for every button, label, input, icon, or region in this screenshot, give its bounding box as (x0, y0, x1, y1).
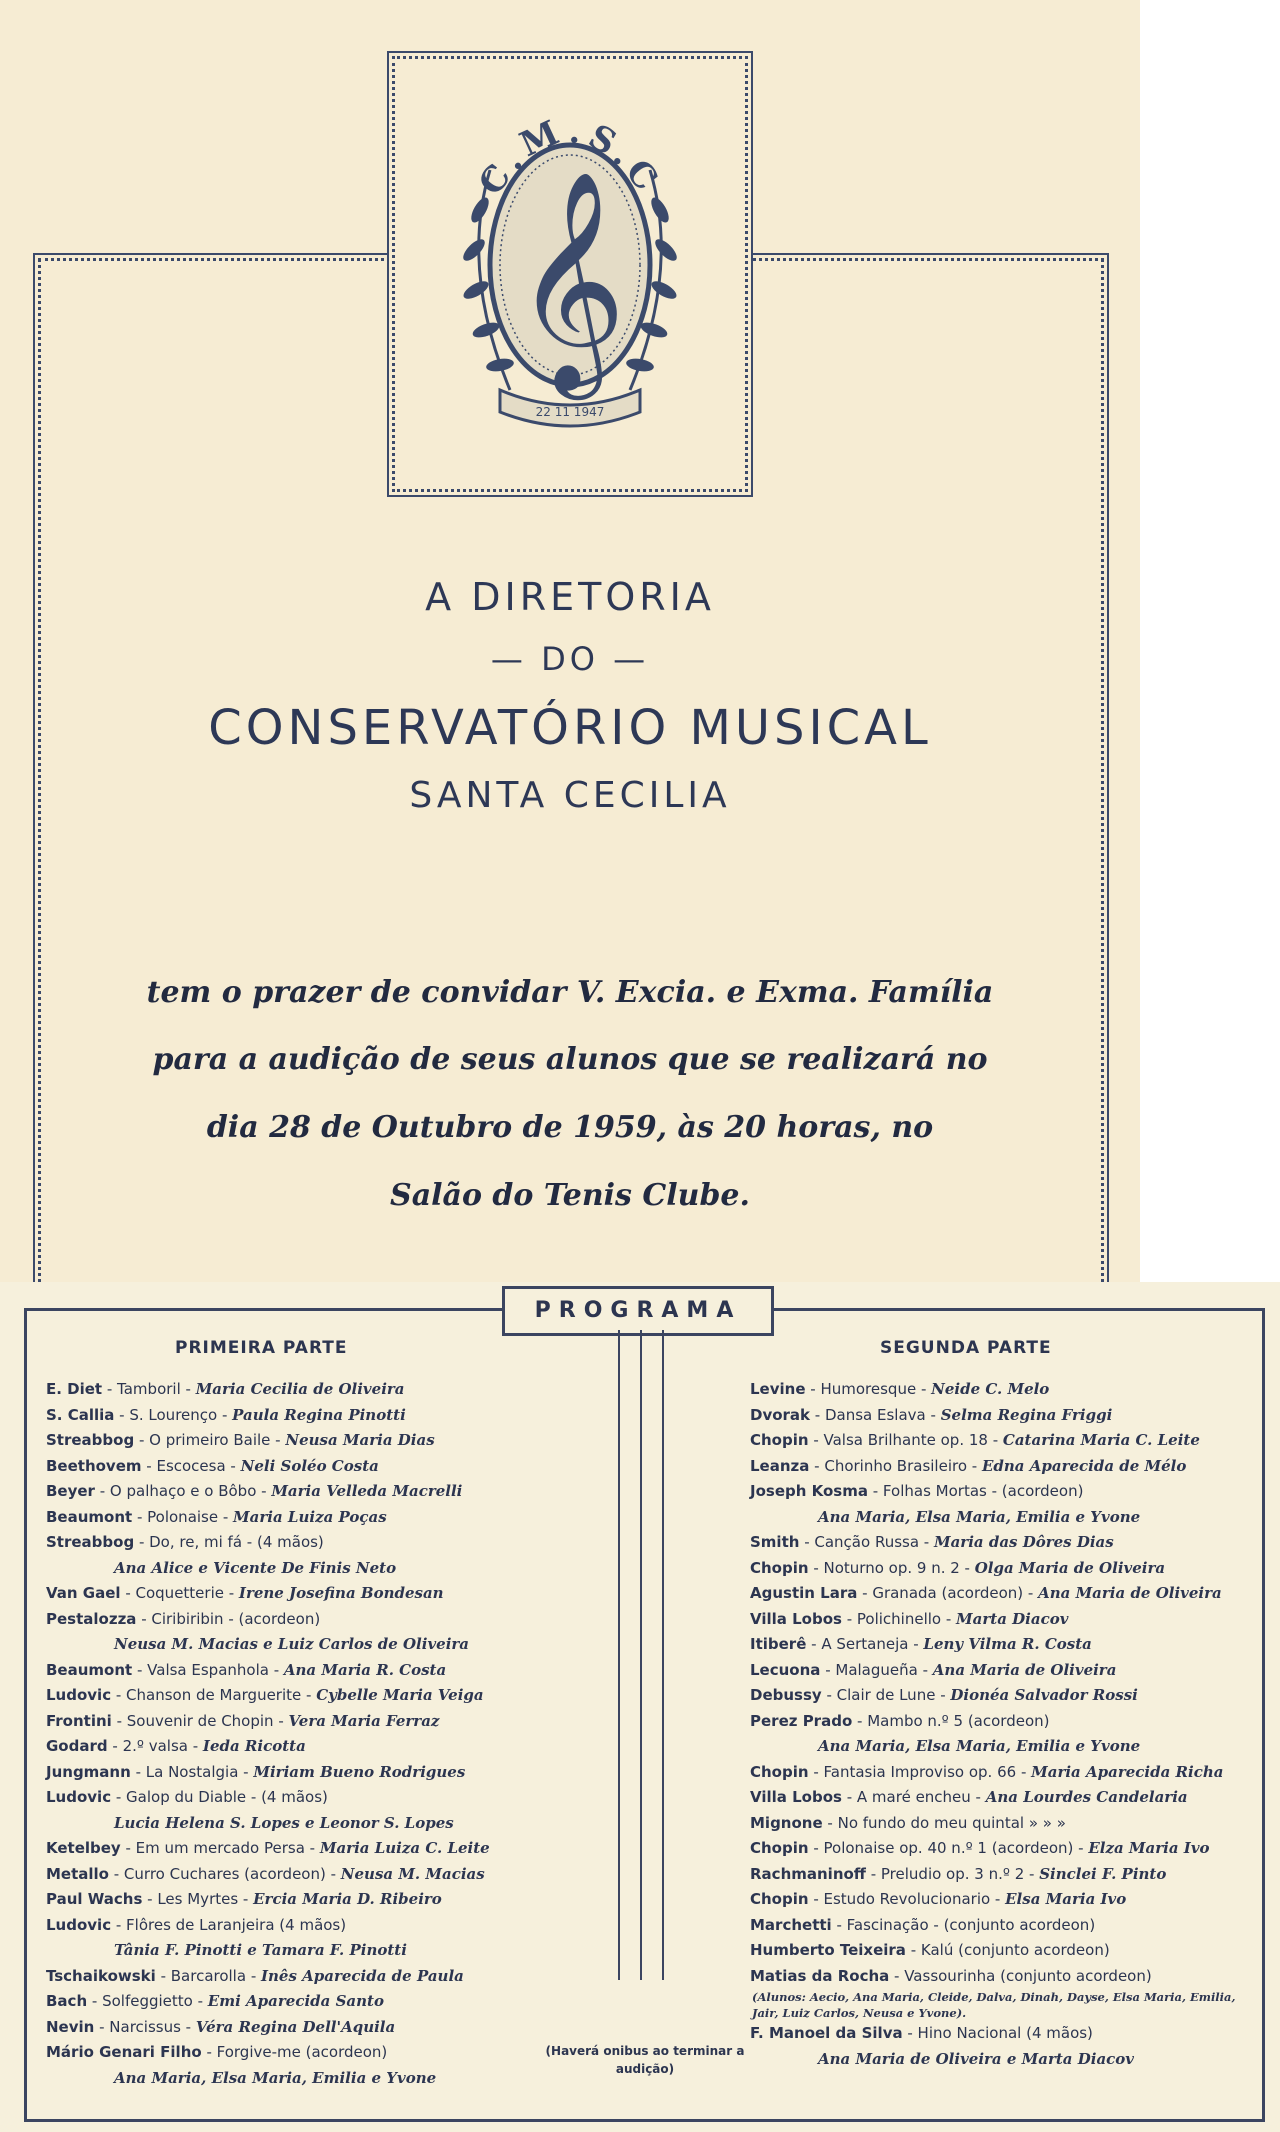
piece-title: - No fundo do meu quintal » » » (822, 1813, 1066, 1832)
program-entry (46, 2040, 606, 2091)
program-entry (750, 1811, 1245, 1837)
composer-name: Smith (750, 1533, 800, 1551)
piece-title: - Polichinello - (841, 1609, 957, 1628)
piece-title: - Noturno op. 9 n. 2 - (808, 1558, 975, 1577)
invitation-text-line4: Salão do Tenis Clube. (390, 1178, 750, 1213)
program-entry (46, 1785, 606, 1836)
composer-name: Beyer (46, 1482, 95, 1500)
performers-line: Ana Alice e Vicente De Finis Neto (114, 1558, 397, 1577)
performer-name: Ana Lourdes Candelaria (985, 1788, 1188, 1806)
program-entry (750, 1709, 1245, 1760)
performer-name: Ana Maria de Oliveira (1038, 1584, 1222, 1602)
performer-name: Inês Aparecida de Paula (261, 1966, 464, 1985)
svg-text:𝄞: 𝄞 (513, 169, 627, 390)
performers-line: Ana Maria, Elsa Maria, Emilia e Yvone (818, 1737, 1141, 1755)
program-entry (750, 1479, 1245, 1530)
composer-name: Streabbog (46, 1431, 135, 1449)
program-entry (750, 1887, 1245, 1913)
piece-title: - Escocesa - (141, 1456, 241, 1475)
performer-name: Leny Vilma R. Costa (923, 1635, 1092, 1653)
performer-name: Maria Luiza C. Leite (319, 1839, 490, 1857)
divider-line (640, 1330, 642, 1980)
program-entry (750, 1785, 1245, 1811)
heading-diretoria: A DIRETORIA (425, 575, 715, 619)
conservatory-seal-logo (450, 90, 690, 450)
logo-ribbon-text: 22 11 1947 (535, 405, 605, 419)
program-entry (46, 1505, 606, 1531)
composer-name: Humberto Teixeira (750, 1941, 906, 1959)
piece-title: - Valsa Espanhola - (132, 1660, 284, 1679)
performer-name: Elsa Maria Ivo (1005, 1890, 1127, 1908)
program-entry (46, 1403, 606, 1429)
performers-line: Lucia Helena S. Lopes e Leonor S. Lopes (114, 1813, 454, 1832)
composer-name: Perez Prado (750, 1711, 853, 1730)
heading-santa-cecilia: SANTA CECILIA (409, 775, 731, 816)
composer-name: Joseph Kosma (750, 1482, 868, 1500)
logo-letters: C.M.S.C (470, 110, 670, 203)
program-entry (46, 1377, 606, 1403)
piece-title: - Narcissus - (94, 2017, 196, 2036)
heading-conservatorio: CONSERVATÓRIO MUSICAL (208, 700, 932, 756)
performer-name: Olga Maria de Oliveira (974, 1558, 1166, 1577)
composer-name: Mário Genari Filho (46, 2043, 202, 2061)
piece-title: - A maré encheu - (841, 1788, 986, 1806)
piece-title: - Barcarolla - (155, 1966, 261, 1985)
program-entry (46, 1989, 606, 2015)
performers-line: Tânia F. Pinotti e Tamara F. Pinotti (114, 1941, 407, 1959)
piece-title: - Fantasia Improviso op. 66 - (808, 1762, 1032, 1781)
piece-title: - Em um mercado Persa - (120, 1839, 320, 1857)
piece-title: - Flôres de Laranjeira (4 mãos) (111, 1915, 347, 1934)
composer-name: Levine (750, 1380, 806, 1398)
composer-name: Lecuona (750, 1660, 821, 1679)
composer-name: Rachmaninoff (750, 1864, 866, 1883)
composer-name: E. Diet (46, 1380, 103, 1398)
piece-title: - Solfeggietto - (87, 1992, 208, 2010)
program-entry (750, 1454, 1245, 1480)
program-entry (46, 1709, 606, 1735)
piece-title: - Humoresque - (805, 1380, 932, 1398)
part1-list (46, 1377, 606, 2091)
program-entry (46, 1734, 606, 1760)
performer-name: Maria Aparecida Richa (1031, 1762, 1224, 1781)
program-entry (46, 1454, 606, 1480)
composer-name: Debussy (750, 1686, 822, 1704)
piece-title: - Do, re, mi fá - (4 mãos) (134, 1533, 324, 1551)
program-entry (750, 1938, 1245, 1964)
performers-line: Ana Maria, Elsa Maria, Emilia e Yvone (818, 1507, 1141, 1526)
composer-name: Beaumont (46, 1660, 133, 1679)
part2-list (750, 1377, 1245, 2072)
composer-name: Mignone (750, 1813, 823, 1832)
program-entry (750, 1632, 1245, 1658)
program-entry (750, 1428, 1245, 1454)
piece-title: - Coquetterie - (120, 1584, 239, 1602)
program-entry (750, 1530, 1245, 1556)
piece-title: - 2.º valsa - (107, 1737, 203, 1755)
composer-name: Ketelbey (46, 1839, 121, 1857)
composer-name: Chopin (750, 1431, 809, 1449)
performer-name: Neusa M. Macias (340, 1864, 485, 1883)
program-entry (750, 1607, 1245, 1633)
piece-title: - Valsa Brilhante op. 18 - (808, 1431, 1003, 1449)
composer-name: Chopin (750, 1762, 809, 1781)
performer-name: Edna Aparecida de Mélo (981, 1456, 1187, 1475)
program-entry (46, 1836, 606, 1862)
program-title: PROGRAMA (502, 1286, 774, 1336)
piece-title: - Granada (acordeon) - (857, 1584, 1039, 1602)
composer-name: Chopin (750, 1558, 809, 1577)
program-entry (46, 1658, 606, 1684)
piece-title: - Estudo Revolucionario - (808, 1890, 1006, 1908)
piece-title: - Vassourinha (conjunto acordeon) (889, 1966, 1152, 1985)
students-note: (Alunos: Aecio, Ana Maria, Cleide, Dalva, Dinah, Dayse, Elsa Maria, Emilia, Jair, Luiz Carlos, Neusa e Yvone). (752, 1990, 1236, 2020)
divider-line (618, 1330, 620, 1980)
piece-title: - Hino Nacional (4 mãos) (902, 2024, 1093, 2042)
heading-do: — DO — (490, 640, 650, 678)
piece-title: - Dansa Eslava - (810, 1405, 941, 1424)
program-entry (46, 1964, 606, 1990)
invitation-text-line1: tem o prazer de convidar V. Excia. e Exma. Família (146, 975, 994, 1010)
program-entry (46, 1683, 606, 1709)
composer-name: Beaumont (46, 1507, 133, 1526)
performer-name: Marta Diacov (956, 1609, 1069, 1628)
piece-title: - Ciribiribin - (acordeon) (136, 1609, 321, 1628)
composer-name: Jungmann (46, 1762, 131, 1781)
performer-name: Maria Velleda Macrelli (271, 1482, 463, 1500)
performer-name: Sinclei F. Pinto (1039, 1864, 1167, 1883)
performer-name: Véra Regina Dell'Aquila (195, 2017, 396, 2036)
performer-name: Cybelle Maria Veiga (316, 1686, 484, 1704)
piece-title: - Forgive-me (acordeon) (201, 2043, 388, 2061)
invitation-text-line3: dia 28 de Outubro de 1959, às 20 horas, no (206, 1110, 934, 1145)
performer-name: Maria das Dôres Dias (933, 1533, 1114, 1551)
program-entry (750, 1862, 1245, 1888)
program-entry (750, 1403, 1245, 1429)
piece-title: - La Nostalgia - (130, 1762, 254, 1781)
performers-line: Ana Maria, Elsa Maria, Emilia e Yvone (114, 2068, 437, 2087)
program-entry (46, 2015, 606, 2041)
program-entry (46, 1862, 606, 1888)
performer-name: Neusa Maria Dias (285, 1431, 435, 1449)
performer-name: Irene Josefina Bondesan (238, 1584, 444, 1602)
composer-name: Beethovem (46, 1456, 142, 1475)
composer-name: Marchetti (750, 1915, 832, 1934)
piece-title: - Polonaise op. 40 n.º 1 (acordeon) - (808, 1839, 1089, 1857)
composer-name: Villa Lobos (750, 1788, 842, 1806)
piece-title: - Canção Russa - (799, 1533, 934, 1551)
piece-title: - Chanson de Marguerite - (111, 1686, 317, 1704)
performers-line: Neusa M. Macias e Luiz Carlos de Oliveira (114, 1635, 470, 1653)
program-entry (750, 1760, 1245, 1786)
performer-name: Emi Aparecida Santo (207, 1992, 384, 2010)
piece-title: - Chorinho Brasileiro - (809, 1456, 982, 1475)
piece-title: - Clair de Lune - (821, 1686, 951, 1704)
performer-name: Vera Maria Ferraz (288, 1711, 440, 1730)
program-entry (750, 2021, 1245, 2072)
program-entry (750, 1658, 1245, 1684)
performer-name: Elza Maria Ivo (1088, 1839, 1210, 1857)
program-entry (750, 1683, 1245, 1709)
performer-name: Catarina Maria C. Leite (1002, 1431, 1200, 1449)
composer-name: Chopin (750, 1890, 809, 1908)
composer-name: Van Gael (46, 1584, 121, 1602)
piece-title: - O primeiro Baile - (134, 1431, 286, 1449)
piece-title: - Fascinação - (conjunto acordeon) (831, 1915, 1096, 1934)
composer-name: Matias da Rocha (750, 1966, 890, 1985)
piece-title: - Tamboril - (102, 1380, 196, 1398)
composer-name: Frontini (46, 1711, 112, 1730)
program-entry (46, 1887, 606, 1913)
composer-name: S. Callia (46, 1405, 115, 1424)
program-entry (750, 1913, 1245, 1939)
composer-name: Ludovic (46, 1788, 112, 1806)
performer-name: Ercia Maria D. Ribeiro (253, 1890, 442, 1908)
performer-name: Neli Soléo Costa (240, 1456, 379, 1475)
piece-title: - O palhaço e o Bôbo - (94, 1482, 272, 1500)
program-entry (750, 1377, 1245, 1403)
program-entry (46, 1530, 606, 1581)
part1-title: PRIMEIRA PARTE (175, 1338, 348, 1358)
composer-name: Tschaikowski (46, 1966, 156, 1985)
composer-name: Ludovic (46, 1686, 112, 1704)
composer-name: Nevin (46, 2017, 95, 2036)
performer-name: Selma Regina Friggi (940, 1405, 1113, 1424)
performer-name: Miriam Bueno Rodrigues (253, 1762, 466, 1781)
piece-title: - Kalú (conjunto acordeon) (905, 1941, 1110, 1959)
performer-name: Paula Regina Pinotti (232, 1405, 406, 1424)
bus-note: (Haverá onibus ao terminar a audição) (545, 2044, 745, 2076)
piece-title: - Les Myrtes - (142, 1890, 254, 1908)
program-entry (750, 1836, 1245, 1862)
piece-title: - Preludio op. 3 n.º 2 - (865, 1864, 1040, 1883)
composer-name: Bach (46, 1992, 88, 2010)
composer-name: Agustin Lara (750, 1584, 858, 1602)
performers-line: Ana Maria de Oliveira e Marta Diacov (818, 2049, 1135, 2068)
composer-name: Streabbog (46, 1533, 135, 1551)
program-entry (46, 1428, 606, 1454)
composer-name: Villa Lobos (750, 1609, 842, 1628)
composer-name: Itiberê (750, 1635, 807, 1653)
piece-title: - Polonaise - (132, 1507, 234, 1526)
program-entry (46, 1581, 606, 1607)
piece-title: - Mambo n.º 5 (acordeon) (852, 1711, 1050, 1730)
performer-name: Maria Luiza Poças (233, 1507, 387, 1526)
piece-title: - Galop du Diable - (4 mãos) (111, 1788, 328, 1806)
program-entry (46, 1760, 606, 1786)
composer-name: F. Manoel da Silva (750, 2024, 903, 2042)
piece-title: - A Sertaneja - (806, 1635, 924, 1653)
program-entry (750, 1581, 1245, 1607)
composer-name: Dvorak (750, 1405, 811, 1424)
composer-name: Godard (46, 1737, 108, 1755)
performer-name: Dionéa Salvador Rossi (950, 1686, 1138, 1704)
performer-name: Ana Maria R. Costa (283, 1660, 447, 1679)
performer-name: Maria Cecilia de Oliveira (195, 1380, 405, 1398)
divider-line (662, 1330, 664, 1980)
performer-name: Neide C. Melo (931, 1380, 1050, 1398)
piece-title: - Malagueña - (820, 1660, 933, 1679)
composer-name: Pestalozza (46, 1609, 137, 1628)
composer-name: Paul Wachs (46, 1890, 143, 1908)
program-entry (46, 1607, 606, 1658)
performer-name: Ana Maria de Oliveira (932, 1660, 1117, 1679)
program-entry (46, 1479, 606, 1505)
piece-title: - Curro Cuchares (acordeon) - (108, 1864, 341, 1883)
composer-name: Leanza (750, 1456, 810, 1475)
composer-name: Ludovic (46, 1915, 112, 1934)
composer-name: Chopin (750, 1839, 809, 1857)
piece-title: - Souvenir de Chopin - (111, 1711, 289, 1730)
program-entry (750, 1556, 1245, 1582)
piece-title: - S. Lourenço - (114, 1405, 233, 1424)
invitation-text-line2: para a audição de seus alunos que se realizará no (152, 1042, 988, 1077)
composer-name: Metallo (46, 1864, 109, 1883)
program-sheet (0, 1282, 1280, 2132)
part2-title: SEGUNDA PARTE (880, 1338, 1052, 1358)
performer-name: Ieda Ricotta (202, 1737, 306, 1755)
program-entry (46, 1913, 606, 1964)
program-entry (750, 1964, 1245, 2022)
piece-title: - Folhas Mortas - (acordeon) (867, 1482, 1084, 1500)
